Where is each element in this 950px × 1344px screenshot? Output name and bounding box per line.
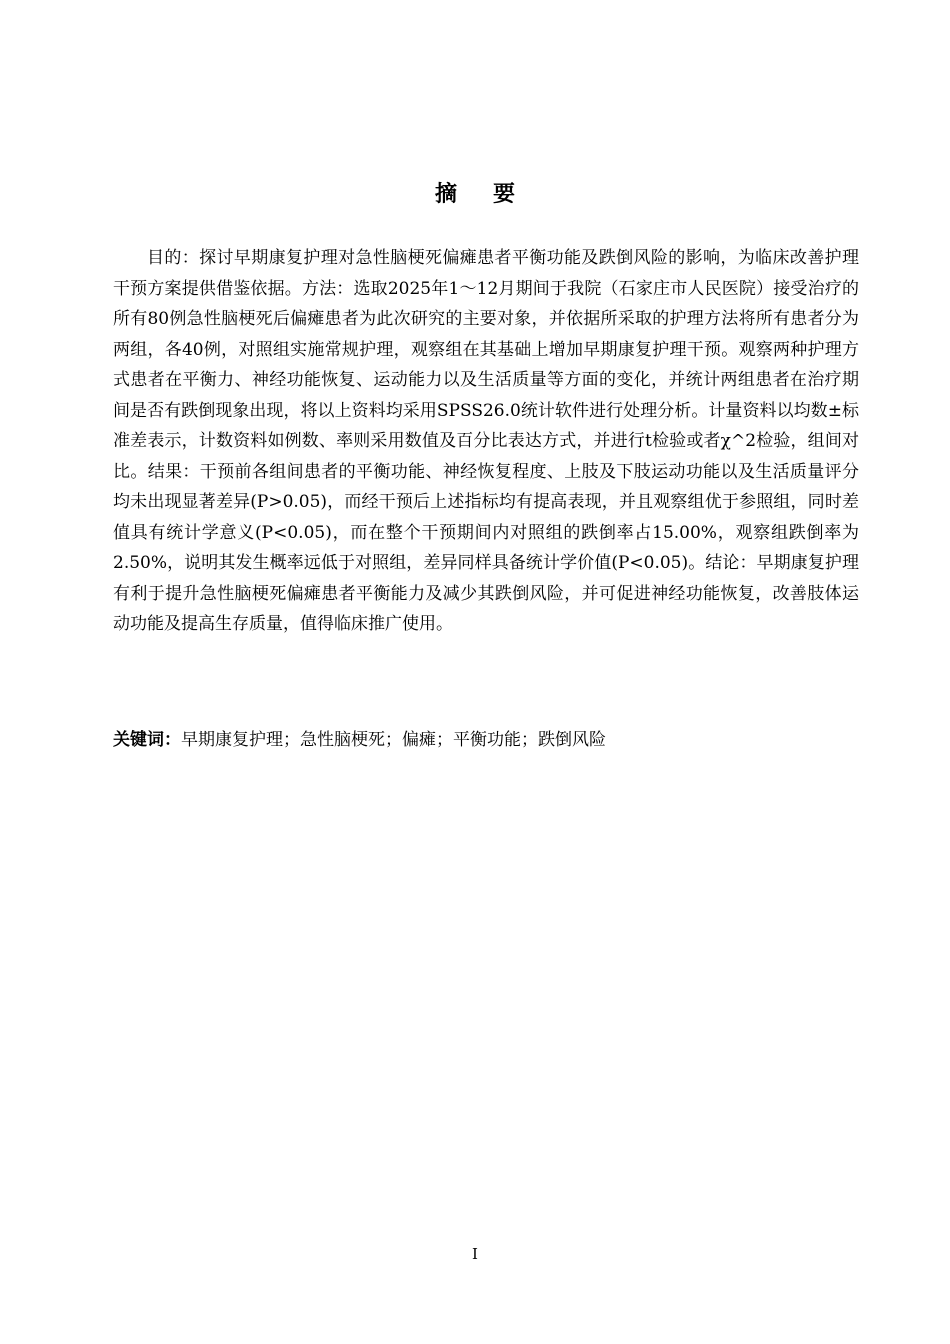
keywords-line — [113, 725, 859, 755]
keywords-label: 关键词： — [113, 730, 181, 750]
page-title: 摘要 — [434, 182, 551, 207]
page-number: I — [472, 1245, 478, 1263]
keywords-list: 早期康复护理；急性脑梗死；偏瘫；平衡功能；跌倒风险 — [181, 730, 606, 750]
abstract-body: 目的：探讨早期康复护理对急性脑梗死偏瘫患者平衡功能及跌倒风险的影响，为临床改善护理干预方案提供借鉴依据。方法：选取2025年1～12月期间于我院（石家庄市人民医院）接受治疗的所有80例急性脑梗死后偏瘫患者为此次研究的主要对象，并依据所采取的护理方法将所有患者分为两组，各40例，对照组实施常规护理，观察组在其基础上增加早期康复护理干预。观察两种护理方式患者在平衡力、神经功能恢复、运动能力以及生活质量等方面的变化，并统计两组患者在治疗期间是否有跌倒现象出现，将以上资料均采用SPSS26.0统计软件进行处理分析。计量资料以均数±标准差表示，计数资料如例数、率则采用数值及百分比表达方式，并进行t检验或者χ^2检验，组间对比。结果：干预前各组间患者的平衡功能、神经恢复程度、上肢及下肢运动功能以及生活质量评分均未出现显著差异(P>0.05)，而经干预后上述指标均有提高表现，并且观察组优于参照组，同时差值具有统计学意义(P<0.05)，而在整个干预期间内对照组的跌倒率占15.00%，观察组跌倒率为2.50%，说明其发生概率远低于对照组，差异同样具备统计学价值(P<0.05)。结论：早期康复护理有利于提升急性脑梗死偏瘫患者平衡能力及减少其跌倒风险，并可促进神经功能恢复，改善肢体运动功能及提高生存质量，值得临床推广使用。 — [113, 248, 859, 634]
